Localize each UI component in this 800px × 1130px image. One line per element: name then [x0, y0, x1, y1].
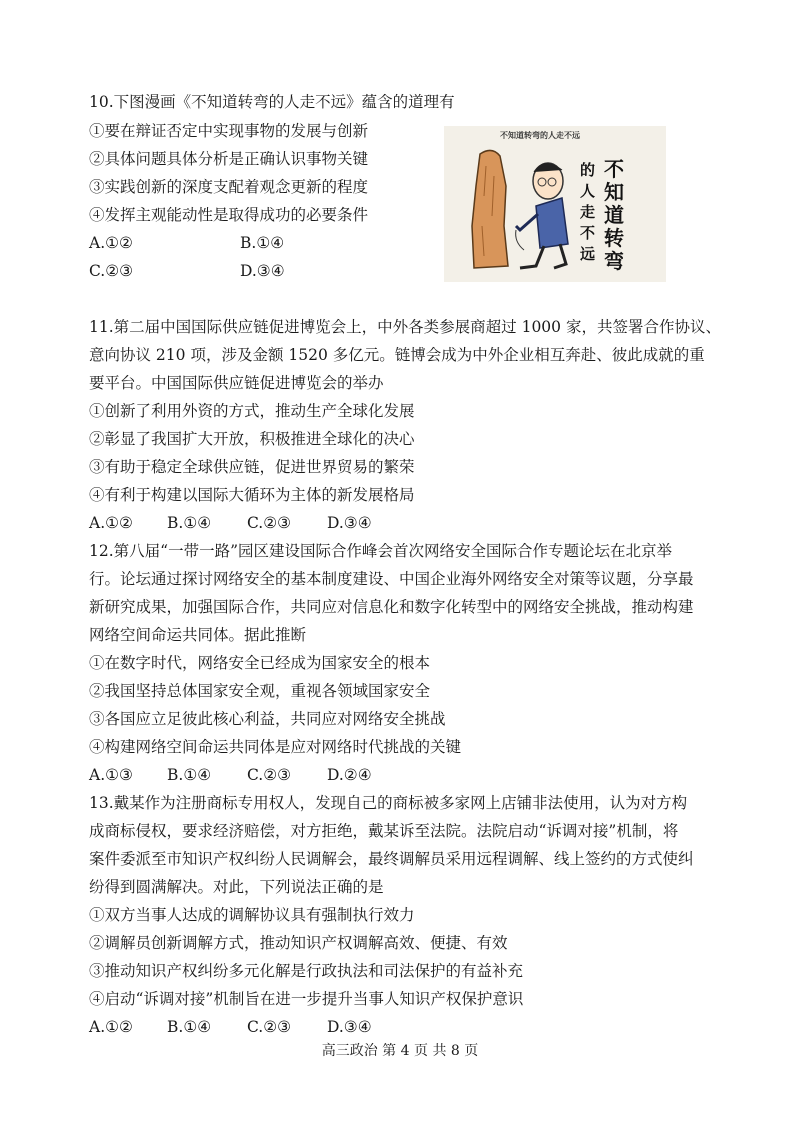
q12-option-d: D.②④ — [327, 766, 372, 784]
q13-statement-1: ①双方当事人达成的调解协议具有强制执行效力 — [89, 906, 415, 924]
q12-stem-line-1: 12.第八届“一带一路”园区建设国际合作峰会首次网络安全国际合作专题论坛在北京举 — [89, 542, 673, 560]
q13-option-b: B.①④ — [167, 1018, 212, 1036]
cartoon-caption-char: 人 — [580, 182, 596, 200]
q13-option-a: A.①② — [89, 1018, 133, 1036]
cartoon-caption-char: 走 — [580, 203, 596, 221]
q10-stem: 10.下图漫画《不知道转弯的人走不远》蕴含的道理有 — [89, 93, 455, 111]
q10-statement-1: ①要在辩证否定中实现事物的发展与创新 — [89, 122, 369, 140]
q12-statement-2: ②我国坚持总体国家安全观，重视各领域国家安全 — [89, 682, 431, 700]
cartoon-caption-char: 的 — [580, 161, 596, 179]
cartoon-caption-char: 不 — [604, 157, 624, 181]
q11-stem-line-1: 11.第二届中国国际供应链促进博览会上，中外各类参展商超过 1000 家，共签署合作协议、 — [89, 318, 721, 336]
q11-statement-2: ②彰显了我国扩大开放，积极推进全球化的决心 — [89, 430, 415, 448]
q12-option-c: C.②③ — [247, 766, 292, 784]
q11-stem-line-2: 意向协议 210 项，涉及金额 1520 多亿元。链博会成为中外企业相互奔赴、彼此成就的重 — [89, 346, 705, 364]
q11-statement-1: ①创新了利用外资的方式，推动生产全球化发展 — [89, 402, 415, 420]
q11-statement-4: ④有利于构建以国际大循环为主体的新发展格局 — [89, 486, 415, 504]
cartoon-caption-column-1 — [604, 158, 630, 273]
q11-option-d: D.③④ — [327, 514, 372, 532]
cartoon-caption-char: 远 — [580, 245, 596, 263]
q10-option-d: D.③④ — [240, 262, 285, 280]
q13-statement-4: ④启动“诉调对接”机制旨在进一步提升当事人知识产权保护意识 — [89, 990, 524, 1008]
q11-statement-3: ③有助于稳定全球供应链，促进世界贸易的繁荣 — [89, 458, 415, 476]
q11-stem-line-3: 要平台。中国国际供应链促进博览会的举办 — [89, 374, 384, 392]
q10-option-a: A.①② — [89, 234, 133, 252]
q12-stem-line-4: 网络空间命运共同体。据此推断 — [89, 626, 307, 644]
q13-option-c: C.②③ — [247, 1018, 292, 1036]
q12-statement-4: ④构建网络空间命运共同体是应对网络时代挑战的关键 — [89, 738, 462, 756]
cartoon-caption-column-2 — [580, 160, 602, 265]
q13-stem-line-4: 纷得到圆满解决。对此，下列说法正确的是 — [89, 878, 384, 896]
q10-option-c: C.②③ — [89, 262, 134, 280]
q10-cartoon — [444, 126, 666, 282]
q12-statement-3: ③各国应立足彼此核心利益，共同应对网络安全挑战 — [89, 710, 446, 728]
q10-option-b: B.①④ — [240, 234, 285, 252]
q12-option-a: A.①③ — [89, 766, 133, 784]
cartoon-caption-char: 转 — [604, 226, 624, 250]
cartoon-title: 不知道转弯的人走不远 — [500, 130, 580, 140]
q10-statement-4: ④发挥主观能动性是取得成功的必要条件 — [89, 206, 369, 224]
q13-statement-2: ②调解员创新调解方式，推动知识产权调解高效、便捷、有效 — [89, 934, 508, 952]
q13-statement-3: ③推动知识产权纠纷多元化解是行政执法和司法保护的有益补充 — [89, 962, 524, 980]
q11-option-a: A.①② — [89, 514, 133, 532]
cartoon-caption-char: 知 — [604, 180, 624, 204]
cartoon-caption-char: 道 — [604, 203, 624, 227]
q12-stem-line-3: 新研究成果，加强国际合作，共同应对信息化和数字化转型中的网络安全挑战，推动构建 — [89, 598, 694, 616]
q13-stem-line-2: 成商标侵权，要求经济赔偿，对方拒绝，戴某诉至法院。法院启动“诉调对接”机制，将 — [89, 822, 679, 840]
q12-statement-1: ①在数字时代，网络安全已经成为国家安全的根本 — [89, 654, 431, 672]
q10-statement-3: ③实践创新的深度支配着观念更新的程度 — [89, 178, 369, 196]
q10-statement-2: ②具体问题具体分析是正确认识事物关键 — [89, 150, 369, 168]
q12-stem-line-2: 行。论坛通过探讨网络安全的基本制度建设、中国企业海外网络安全对策等议题，分享最 — [89, 570, 694, 588]
q13-stem-line-1: 13.戴某作为注册商标专用权人，发现自己的商标被多家网上店铺非法使用，认为对方构 — [89, 794, 688, 812]
q13-stem-line-3: 案件委派至市知识产权纠纷人民调解会，最终调解员采用远程调解、线上签约的方式使纠 — [89, 850, 694, 868]
q11-option-c: C.②③ — [247, 514, 292, 532]
cartoon-illustration — [444, 126, 666, 282]
q13-option-d: D.③④ — [327, 1018, 372, 1036]
page-footer: 高三政治 第 4 页 共 8 页 — [321, 1043, 479, 1059]
cartoon-caption-char: 不 — [580, 224, 596, 242]
q11-option-b: B.①④ — [167, 514, 212, 532]
cartoon-caption-char: 弯 — [604, 249, 624, 273]
q12-option-b: B.①④ — [167, 766, 212, 784]
